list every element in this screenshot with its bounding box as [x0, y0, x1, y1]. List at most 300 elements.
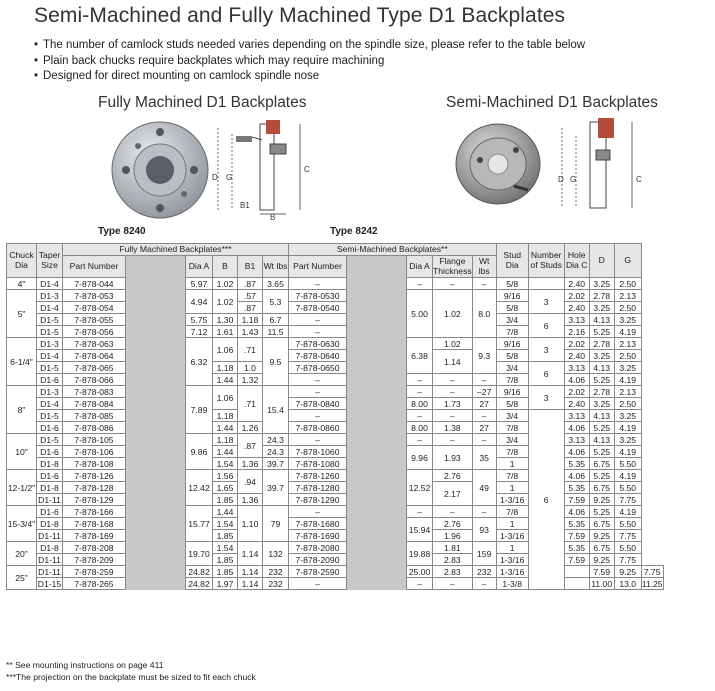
cell-d: 3.25 [589, 278, 614, 290]
cell-taper: D1-5 [37, 314, 63, 326]
cell-dia-a: – [407, 386, 433, 398]
cell-part-number: – [289, 506, 347, 518]
cell-part-number: – [289, 434, 347, 446]
table-row [7, 326, 664, 338]
cell-flange: – [433, 506, 473, 518]
cell-dia-a: 12.52 [407, 470, 433, 506]
cell-taper: D1-8 [37, 458, 63, 470]
cell-c: 7.59 [589, 566, 614, 578]
cell-num-studs [564, 566, 589, 578]
cell-g: 7.75 [641, 566, 663, 578]
cell-b: 1.18 [213, 434, 238, 446]
cell-g: 2.50 [614, 278, 641, 290]
cell-dia-a: 5.00 [407, 290, 433, 338]
cell-dia-a: – [407, 434, 433, 446]
cell-wt: – [472, 278, 496, 290]
projection-cell [126, 542, 186, 566]
cell-stud: 5/8 [496, 278, 528, 290]
cell-c: 2.40 [564, 398, 589, 410]
cell-wt: 9.5 [263, 338, 289, 386]
cell-dia-a: 25.00 [407, 566, 433, 578]
cell-num-studs: 6 [528, 314, 564, 338]
cell-taper: D1-11 [38, 530, 61, 541]
cell-flange: – [433, 386, 473, 398]
table-row [7, 314, 664, 326]
cell-d: 6.75 [589, 518, 614, 530]
cell-dia-a: 19.88 [407, 542, 433, 566]
cell-g: 11.25 [641, 578, 663, 589]
cell-c: 2.02 [564, 386, 589, 398]
cell-g: 2.13 [614, 290, 641, 302]
cell-wt: 6.7 [263, 314, 289, 326]
cell-taper: D1-8 [37, 542, 63, 554]
table-row [7, 290, 664, 302]
cell-b: 1.18 [213, 410, 238, 422]
header-wt-lbs: Wt lbs [472, 256, 496, 278]
cell-b1: 1.14 [238, 566, 263, 578]
cell-taper: D1-6 [37, 374, 63, 386]
cell-chuck: 5" [7, 290, 37, 338]
cell-taper: D1-11 [38, 566, 61, 577]
cell-stud: 5/8 [496, 398, 528, 410]
cell-flange: 1.96 [433, 530, 473, 542]
cell-taper: D1-8 [37, 518, 63, 530]
cell-dia-a: 12.42 [186, 470, 213, 506]
cell-d: 5.25 [589, 422, 614, 434]
cell-num-studs: 6 [528, 410, 564, 590]
cell-wt: 93 [472, 518, 496, 542]
projection-cell [347, 434, 407, 470]
cell-dia-a: 9.86 [186, 434, 213, 470]
cell-dia-a: – [407, 278, 433, 290]
cell-d: 9.25 [589, 530, 614, 542]
cell-num-studs: 3 [528, 386, 564, 410]
cell-flange: – [433, 434, 473, 446]
cell-c: 2.02 [564, 290, 589, 302]
cell-stud: 3/4 [496, 410, 528, 422]
cell-part-number: 7-878-2080 [289, 542, 347, 554]
cell-c: 5.35 [564, 542, 589, 554]
cell-taper: D1-15 [37, 578, 62, 589]
cell-wt: 232 [263, 578, 289, 590]
cell-wt: – [472, 506, 496, 518]
cell-b1: .87 [238, 434, 263, 458]
cell-num-studs: 6 [528, 362, 564, 386]
table-row [7, 554, 664, 566]
projection-cell [126, 278, 186, 290]
cell-c: 3.13 [564, 410, 589, 422]
table-row [7, 518, 664, 530]
cell-part-number: 7-878-0860 [289, 422, 347, 434]
cell-taper: D1-5 [37, 326, 63, 338]
cell-stud: 1-3/16 [496, 554, 528, 566]
cell-c: 3.13 [564, 314, 589, 326]
cell-part-number: 7-878-1280 [289, 482, 347, 494]
cell-wt: 35 [472, 446, 496, 470]
cell-part-number: 7-878-1260 [289, 470, 347, 482]
cell-dia-a: 8.00 [407, 422, 433, 434]
cell-part-number: – [289, 386, 347, 398]
cell-g: 5.50 [614, 518, 641, 530]
table-row [7, 278, 664, 290]
cell-b: 1.44 [213, 374, 238, 386]
cell-c: 2.40 [564, 350, 589, 362]
cell-taper: D1-6 [37, 470, 63, 482]
feature-list [34, 38, 585, 85]
cell-flange: – [433, 374, 473, 386]
cell-g: 2.13 [614, 386, 641, 398]
cell-part-number: – [289, 326, 347, 338]
cell-taper: D1-3 [37, 386, 63, 398]
cell-b1: .94 [238, 470, 263, 494]
cell-part-number: 7-878-055 [63, 314, 126, 326]
cell-dia-a: – [407, 410, 433, 422]
cell-chuck: 4" [7, 278, 37, 290]
cell-d: 4.13 [589, 434, 614, 446]
cell-g: 7.75 [614, 554, 641, 566]
cell-stud: 1 [496, 458, 528, 470]
cell-taper: D1-5 [37, 362, 63, 374]
cell-b1: 1.10 [238, 506, 263, 542]
cell-b1: 1.0 [238, 362, 263, 374]
cell-d: 9.25 [589, 494, 614, 506]
cell-b: 1.02 [213, 290, 238, 314]
cell-c: 4.06 [564, 374, 589, 386]
projection-cell [347, 386, 407, 434]
cell-taper: D1-6 [37, 422, 63, 434]
cell-b: 1.06 [213, 338, 238, 362]
dim-label-d: D [212, 173, 218, 182]
cell-taper: D1-11 [38, 494, 61, 505]
cell-d: 5.25 [589, 470, 614, 482]
cell-taper: D1-4 [37, 302, 63, 314]
projection-cell [126, 434, 186, 470]
cell-g: 3.25 [614, 362, 641, 374]
cell-b: 1.06 [213, 386, 238, 410]
cell-part-number: 7-878-208 [63, 542, 126, 554]
bullet-item: • The number of camlock studs needed varies depending on the spindle size, please refer to the table below [34, 38, 585, 54]
cell-taper: D1-5 [37, 434, 63, 446]
cell-d: 3.25 [589, 350, 614, 362]
cell-g: 7.75 [614, 494, 641, 506]
dim-label-b1: B1 [240, 201, 250, 210]
header-dia-a: Dia A [186, 256, 213, 278]
cell-part-number: – [289, 578, 347, 590]
cell-c: 2.40 [564, 302, 589, 314]
fully-machined-dimension-diagram [212, 118, 322, 224]
cell-stud: 1-3/16 [496, 530, 528, 542]
cell-stud: 7/8 [496, 374, 528, 386]
cell-stud: 1 [496, 518, 528, 530]
cell-part-number: 7-878-259 [63, 566, 126, 578]
projection-cell [126, 566, 186, 590]
cell-dia-a: 15.94 [407, 518, 433, 542]
cell-c: 7.59 [564, 494, 589, 506]
cell-c: 3.13 [564, 434, 589, 446]
cell-wt: 24.3 [263, 446, 289, 458]
cell-wt: 27 [472, 422, 496, 434]
cell-part-number: – [289, 410, 347, 422]
cell-g: 5.50 [614, 542, 641, 554]
cell-d: 5.25 [589, 326, 614, 338]
dim-label-c: C [636, 175, 642, 184]
cell-part-number: – [289, 314, 347, 326]
table-row [7, 338, 664, 350]
cell-part-number: 7-878-086 [63, 422, 126, 434]
bullet-item: • Plain back chucks require backplates which may require machining [34, 54, 585, 70]
cell-part-number: 7-878-1080 [289, 458, 347, 470]
cell-b: 1.44 [213, 422, 238, 434]
cell-b: 1.85 [213, 554, 238, 566]
cell-part-number: 7-878-084 [63, 398, 126, 410]
cell-wt: 79 [263, 506, 289, 542]
fully-machined-backplate-image [108, 118, 212, 222]
cell-b1: 1.14 [238, 542, 263, 566]
cell-flange: 1.81 [433, 542, 473, 554]
cell-chuck: 12-1/2" [7, 470, 37, 506]
header-g: G [614, 244, 641, 278]
cell-b: 1.85 [213, 566, 238, 578]
cell-d: 2.78 [589, 386, 614, 398]
cell-dia-a: 6.32 [186, 338, 213, 386]
cell-g: 3.25 [614, 410, 641, 422]
cell-dia-a: 7.89 [186, 386, 213, 434]
cell-b1: 1.18 [238, 314, 263, 326]
cell-wt: 8.0 [472, 290, 496, 338]
cell-wt: – [472, 434, 496, 446]
table-row [7, 410, 664, 422]
table-row [7, 362, 664, 374]
cell-b: 1.18 [213, 362, 238, 374]
cell-taper: D1-6 [37, 446, 63, 458]
cell-taper: D1-3 [37, 290, 63, 302]
cell-chuck: 25" [7, 566, 37, 590]
cell-wt: 24.3 [263, 434, 289, 446]
cell-chuck: 15-3/4" [7, 506, 37, 542]
cell-num-studs: 3 [528, 290, 564, 314]
cell-part-number: 7-878-044 [63, 278, 126, 290]
cell-b1: .71 [238, 338, 263, 362]
cell-taper: D1-4 [37, 398, 63, 410]
header-part-number: Part Number [63, 256, 126, 278]
cell-c: 7.59 [564, 554, 589, 566]
cell-g: 4.19 [614, 446, 641, 458]
cell-wt: 15.4 [263, 386, 289, 434]
cell-part-number: 7-878-066 [63, 374, 126, 386]
cell-dia-a: – [407, 506, 433, 518]
header-b1: B1 [238, 256, 263, 278]
table-row [7, 578, 664, 590]
cell-stud: 5/8 [496, 350, 528, 362]
cell-wt: 232 [472, 566, 496, 578]
cell-b1: 1.36 [238, 494, 263, 506]
cell-taper: D1-4 [37, 278, 63, 290]
cell-dia-a: 6.38 [407, 338, 433, 374]
cell-part-number: 7-878-0640 [289, 350, 347, 362]
cell-b: 1.54 [213, 542, 238, 554]
cell-dia-a: 15.77 [186, 506, 213, 542]
cell-stud: 9/16 [496, 386, 528, 398]
table-row [7, 458, 664, 470]
cell-part-number: 7-878-106 [63, 446, 126, 458]
cell-d: 4.13 [589, 362, 614, 374]
cell-g: 2.50 [614, 398, 641, 410]
cell-part-number: 7-878-166 [63, 506, 126, 518]
cell-part-number: – [289, 278, 347, 290]
cell-flange: 2.83 [433, 566, 473, 578]
cell-part-number: 7-878-209 [63, 554, 126, 566]
cell-chuck: 20" [7, 542, 37, 566]
projection-cell [126, 290, 186, 338]
table-row [7, 470, 664, 482]
cell-part-number: 7-878-064 [63, 350, 126, 362]
cell-d: 6.75 [589, 482, 614, 494]
cell-flange: 2.83 [433, 554, 473, 566]
projection-cell [126, 338, 186, 386]
cell-part-number: 7-878-1060 [289, 446, 347, 458]
cell-stud: 1-3/16 [496, 566, 528, 578]
projection-cell [126, 506, 186, 542]
cell-d: 2.78 [589, 290, 614, 302]
bullet-item: • Designed for direct mounting on camlock spindle nose [34, 69, 585, 85]
cell-wt: – [472, 374, 496, 386]
cell-part-number: 7-878-1290 [289, 494, 347, 506]
dim-label-g: G [570, 175, 577, 184]
header-semi-group: Semi-Machined Backplates** [289, 244, 497, 256]
cell-taper: D1-6 [37, 506, 63, 518]
cell-stud: 3/4 [496, 362, 528, 374]
fully-machined-title: Fully Machined D1 Backplates [98, 94, 307, 111]
cell-wt: –27 [472, 386, 496, 398]
type-label-fully: Type 8240 [98, 226, 146, 237]
dim-label-b: B [270, 213, 276, 222]
cell-g: 2.50 [614, 302, 641, 314]
cell-c: 4.06 [564, 470, 589, 482]
cell-c: 5.35 [564, 518, 589, 530]
table-row [7, 398, 664, 410]
header-part-number: Part Number [289, 256, 347, 278]
cell-d: 2.78 [589, 338, 614, 350]
table-row [7, 422, 664, 434]
cell-flange: 2.17 [433, 482, 473, 506]
cell-part-number: 7-878-169 [63, 530, 126, 542]
cell-b: 1.54 [213, 518, 238, 530]
cell-part-number: 7-878-128 [63, 482, 126, 494]
header-number-of-studs: Number of Studs [528, 244, 564, 278]
cell-b: 1.30 [213, 314, 238, 326]
cell-c: 2.40 [564, 278, 589, 290]
cell-g: 4.19 [614, 326, 641, 338]
cell-stud: 7/8 [496, 422, 528, 434]
cell-b1: 1.36 [238, 458, 263, 470]
cell-part-number: 7-878-168 [63, 518, 126, 530]
table-row [7, 506, 664, 518]
table-row [7, 566, 664, 578]
cell-b: 1.65 [213, 482, 238, 494]
cell-dia-a: 4.94 [186, 290, 213, 314]
cell-part-number: 7-878-083 [63, 386, 126, 398]
cell-dia-a: 19.70 [186, 542, 213, 566]
cell-wt: – [472, 410, 496, 422]
cell-c: 4.06 [564, 422, 589, 434]
header-chuck-dia: Chuck Dia [7, 244, 37, 278]
cell-part-number: 7-878-105 [63, 434, 126, 446]
cell-c: 5.35 [564, 458, 589, 470]
table-row [7, 482, 664, 494]
cell-part-number: 7-878-1690 [289, 530, 347, 542]
cell-stud: 9/16 [496, 338, 528, 350]
cell-g: 2.13 [614, 338, 641, 350]
dim-label-d: D [558, 175, 564, 184]
cell-wt: 49 [472, 470, 496, 506]
cell-b: 1.54 [213, 458, 238, 470]
cell-c: 4.06 [564, 446, 589, 458]
cell-wt: 9.3 [472, 338, 496, 374]
cell-flange: 1.73 [433, 398, 473, 410]
cell-d: 6.75 [589, 542, 614, 554]
cell-d: 4.13 [589, 314, 614, 326]
cell-dia-a: – [407, 374, 433, 386]
cell-b1: 1.26 [238, 422, 263, 434]
cell-chuck: 8" [7, 386, 37, 434]
header-hole-dia-c: Hole Dia C [564, 244, 589, 278]
cell-part-number: 7-878-2590 [289, 566, 347, 578]
cell-wt: 39.7 [263, 470, 289, 506]
cell-d: 5.25 [589, 446, 614, 458]
cell-num-studs [564, 578, 589, 590]
cell-dia-a: 9.96 [407, 446, 433, 470]
cell-stud: 1-3/16 [496, 494, 528, 506]
dim-label-c: C [304, 165, 310, 174]
cell-d: 9.25 [614, 566, 641, 578]
cell-wt: 5.3 [263, 290, 289, 314]
cell-b1: .71 [238, 386, 263, 422]
cell-d: 3.25 [589, 302, 614, 314]
cell-c: 2.16 [564, 326, 589, 338]
table-row [7, 530, 664, 542]
cell-b1: 1.43 [238, 326, 263, 338]
table-row [7, 374, 664, 386]
projection-cell [347, 566, 407, 590]
cell-stud: 3/4 [496, 314, 528, 326]
cell-flange: 1.02 [433, 338, 473, 350]
cell-g: 4.19 [614, 506, 641, 518]
cell-wt: – [472, 578, 496, 590]
cell-b1: .57 [238, 290, 263, 302]
header-flange-thickness: Flange Thickness [433, 256, 472, 276]
projection-cell [347, 290, 407, 338]
cell-g: 2.50 [614, 350, 641, 362]
cell-part-number: 7-878-063 [63, 338, 126, 350]
header-taper-size: Taper Size [37, 244, 63, 278]
cell-taper: D1-3 [37, 338, 63, 350]
cell-wt: 3.65 [263, 278, 289, 290]
cell-flange: – [433, 278, 473, 290]
cell-dia-a: 24.82 [186, 566, 213, 578]
cell-part-number: 7-878-108 [63, 458, 126, 470]
cell-dia-a: 8.00 [407, 398, 433, 410]
cell-taper: D1-8 [37, 482, 63, 494]
cell-chuck: 10" [7, 434, 37, 470]
cell-stud: 1 [496, 542, 528, 554]
cell-flange: – [433, 410, 473, 422]
projection-cell [126, 470, 186, 506]
cell-b1: .87 [238, 278, 263, 290]
cell-b: 1.44 [213, 446, 238, 458]
cell-d: 5.25 [589, 506, 614, 518]
cell-stud: 1-3/8 [496, 578, 528, 590]
cell-stud: 1 [496, 482, 528, 494]
